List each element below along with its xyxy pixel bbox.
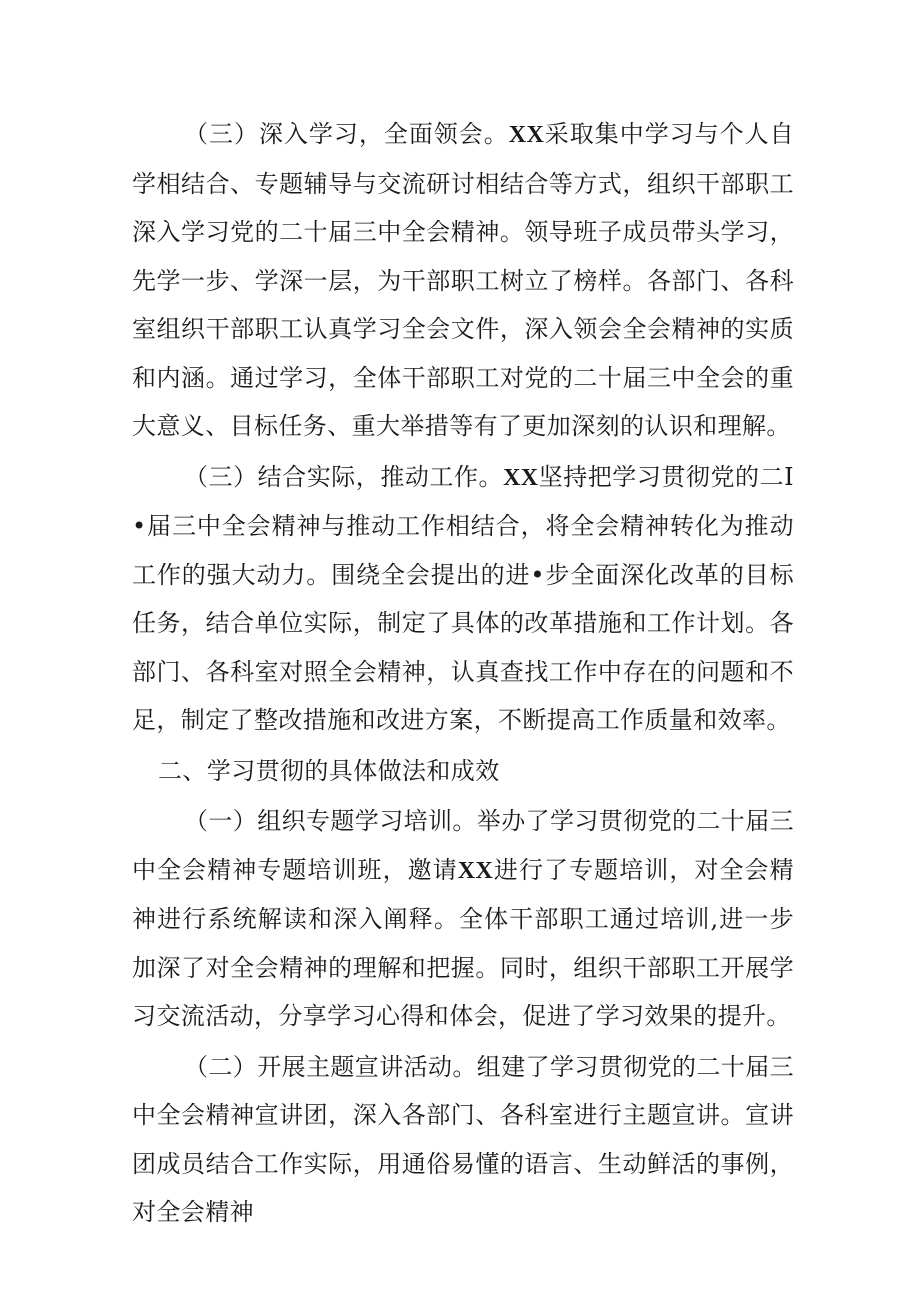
paragraph-lead: （三）结合实际，推动工作。 [184,462,504,491]
paragraph-combine-practice [132,453,794,745]
section-heading: 二、学习贯彻的具体做法和成效 [158,756,500,785]
paragraph-text-after: 进行了专题培训，对全会精神进行系统解读和深入阐释。全体干部职工通过培训,进一步加深了对全会精神的理解和把握。同时，组织干部职工开展学习交流活动，分享学习心得和体会，促进了学习效果的提升。 [132,855,794,1030]
paragraph-training [132,797,794,1041]
paragraph-lectures: （二）开展主题宣讲活动。组建了学习贯彻党的二十届三中全会精神宣讲团，深入各部门、各科室进行主题宣讲。宣讲团成员结合工作实际，用通俗易懂的语言、生动鲜活的事例，对全会精神 [132,1052,794,1226]
document-body [132,110,794,1239]
paragraph-text: 坚持把学习贯彻党的二I•届三中全会精神与推动工作相结合，将全会精神转化为推动工作的强大动力。围绕全会提出的进•步全面深化改革的目标任务，结合单位实际，制定了具体的改革措施和工作计划。各部门、各科室对照全会精神，认真查找工作中存在的问题和不足，制定了整改措施和改进方案，不断提高工作质量和效率。 [132,462,794,734]
bold-placeholder: XX [457,857,494,884]
paragraph-text: 采取集中学习与个人自学相结合、专题辅导与交流研讨相结合等方式，组织干部职工深入学习党的二十届三中全会精神。领导班子成员带头学习，先学一步、学深一层，为干部职工树立了榜样。各部门、各科室组织干部职工认真学习全会文件，深入领会全会精神的实质和内涵。通过学习，全体干部职工对党的二十届三中全会的重大意义、目标任务、重大举措等有了更加深刻的认识和理解。 [132,120,794,440]
paragraph-lead: （三）深入学习，全面领会。 [184,120,509,148]
bold-placeholder: XX [508,122,545,148]
bold-placeholder: XX [503,464,539,491]
paragraph-text-before: （一）组织专题学习培训。举办了学习贯彻党的二十届三中全会精神专题培训班，邀请 [132,807,794,884]
paragraph-deep-study [132,110,794,451]
